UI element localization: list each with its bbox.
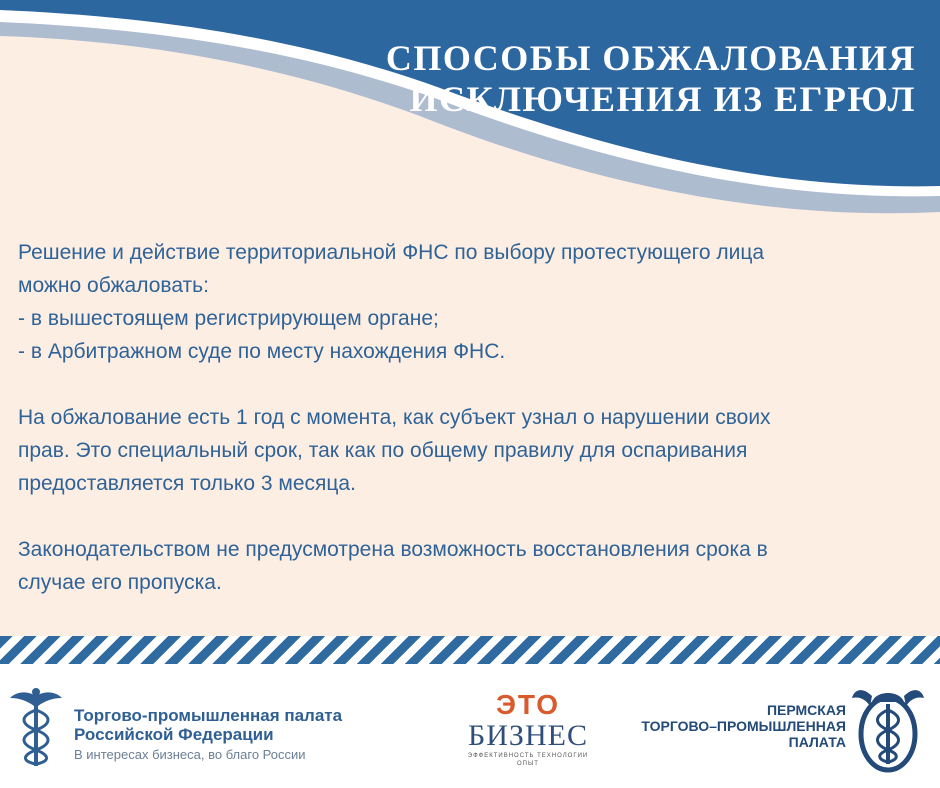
eto-biznes-top: ЭТО [495, 689, 561, 720]
perm-tpp-line-2: ТОРГОВО–ПРОМЫШЛЕННАЯ [641, 718, 846, 734]
eto-biznes-tagline: ЭФФЕКТИВНОСТЬ ТЕХНОЛОГИИ ОПЫТ [467, 753, 589, 767]
striped-divider [0, 636, 940, 664]
tpp-rf-name-line-2: Российской Федерации [74, 725, 274, 744]
footer-logos [0, 664, 940, 788]
title-line-1: СПОСОБЫ ОБЖАЛОВАНИЯ [385, 38, 916, 78]
title-line-2: ИСКЛЮЧЕНИЯ ИЗ ЕГРЮЛ [409, 79, 916, 119]
text-line: случае его пропуска. [18, 571, 222, 594]
list-item: - в вышестоящем регистрирующем органе; [18, 307, 439, 330]
caduceus-icon [8, 686, 64, 770]
paragraph-appeal-term [18, 401, 918, 500]
perm-tpp-line-3: ПАЛАТА [788, 734, 846, 750]
text-line: можно обжаловать: [18, 274, 209, 297]
hermes-emblem-icon [852, 680, 924, 776]
perm-tpp-line-1: ПЕРМСКАЯ [766, 702, 846, 718]
paragraph-appeal-options [18, 236, 918, 368]
paragraph-no-restoration [18, 533, 918, 599]
tpp-rf-logo-text [74, 706, 342, 763]
main-content [18, 236, 918, 632]
text-line: Решение и действие территориальной ФНС по выбору протестующего лица [18, 241, 765, 264]
page-title [386, 38, 916, 120]
text-line: предоставляется только 3 месяца. [18, 472, 356, 495]
text-line: На обжалование есть 1 год с момента, как субъект узнал о нарушении своих [18, 406, 771, 429]
list-item: - в Арбитражном суде по месту нахождения ФНС. [18, 340, 506, 363]
tpp-rf-tagline: В интересах бизнеса, во благо России [74, 747, 306, 762]
tpp-rf-name-line-1: Торгово-промышленная палата [74, 706, 343, 725]
text-line: прав. Это специальный срок, так как по общему правилу для оспаривания [18, 439, 748, 462]
text-line: Законодательством не предусмотрена возможность восстановления срока в [18, 538, 768, 561]
eto-biznes-logo [458, 690, 598, 768]
eto-biznes-bottom: БИЗНЕС [468, 719, 588, 752]
perm-tpp-logo-text [641, 702, 846, 750]
